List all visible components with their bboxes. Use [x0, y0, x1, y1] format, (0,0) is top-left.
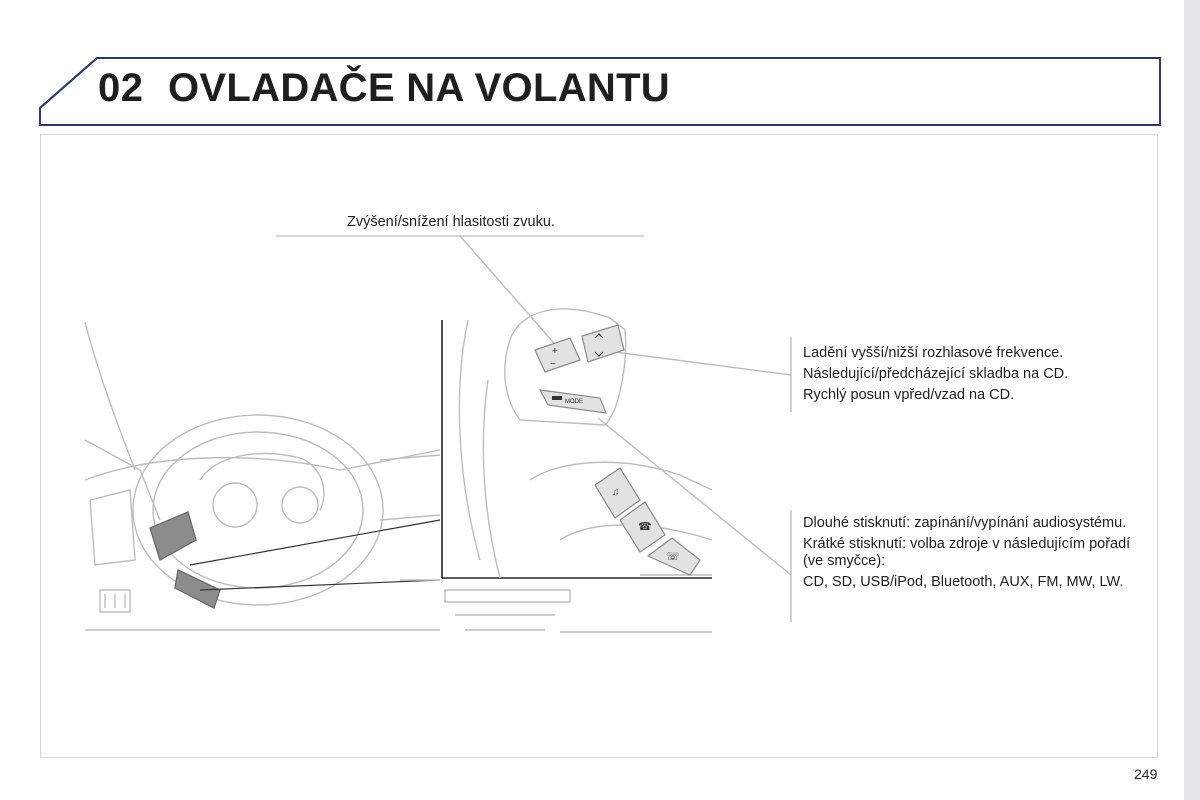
volume-callout: Zvýšení/snížení hlasitosti zvuku.	[347, 214, 555, 230]
tuning-callout-line: Rychlý posun vpřed/vzad na CD.	[803, 387, 1015, 403]
source-callout-line: Krátké stisknutí: volba zdroje v následujícím pořadí (ve smyčce):	[803, 536, 1131, 569]
chapter-number: 02	[98, 66, 144, 110]
mode-button	[540, 390, 606, 413]
source-callout	[803, 515, 1133, 595]
svg-text:MODE: MODE	[565, 399, 583, 405]
svg-text:♫: ♫	[612, 487, 620, 498]
source-callout-line: Dlouhé stisknutí: zapínání/vypínání audiosystému.	[803, 515, 1127, 531]
svg-text:+: +	[552, 346, 558, 357]
svg-text:☏: ☏	[666, 551, 680, 563]
volume-button	[535, 338, 580, 372]
tuning-callout	[803, 345, 1068, 408]
tuning-callout-line: Ladění vyšší/nižší rozhlasové frekvence.	[803, 345, 1064, 361]
tuning-callout-line: Následující/předcházející skladba na CD.	[803, 366, 1069, 382]
svg-text:☎: ☎	[638, 521, 652, 533]
source-callout-line: CD, SD, USB/iPod, Bluetooth, AUX, FM, MW, LW.	[803, 574, 1124, 590]
seek-button	[582, 325, 624, 362]
svg-text:−: −	[550, 359, 556, 370]
chapter-title: OVLADAČE NA VOLANTU	[168, 66, 670, 110]
page-number: 249	[1134, 766, 1158, 782]
phone-buttons	[595, 468, 700, 575]
